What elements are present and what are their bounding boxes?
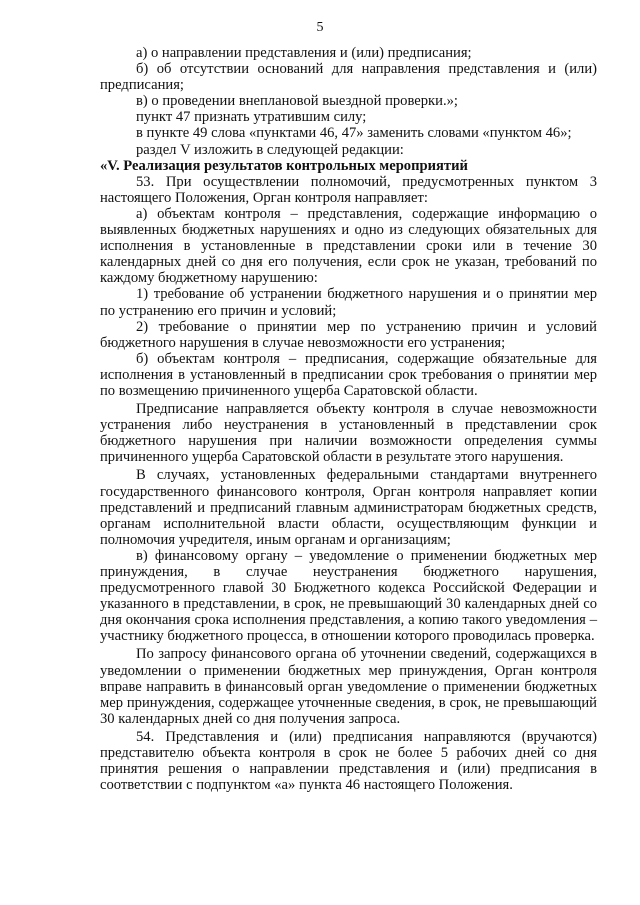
paragraph: 54. Представления и (или) предписания направляются (вручаются) представителю объекта контроля в срок не более 5 рабочих дней со дня принятия решения о направлении представления и (или) предписания в соответствии с подпунктом «а» пункта 46 настоящего Положения. (100, 728, 597, 794)
paragraph: а) объектам контроля – представления, содержащие информацию о выявленных бюджетных нарушениях и одно из следующих обязательных для исполнения в установленные в представлении сроки или в течение 30 календарных дней со дня его получения, если срок не указан, требований по каждому бюджетному нарушению: (100, 205, 597, 287)
document-body (100, 45, 597, 793)
paragraph: а) о направлении представления и (или) предписания; (136, 45, 472, 61)
paragraph: В случаях, установленных федеральными стандартами внутреннего государственного финансового контроля, Орган контроля направляет копии представлений и предписаний главным администраторам бюджетных средств, органам исполнительной власти области, осуществляющим функции и полномочия учредителя, иным органам и организациям; (100, 467, 597, 548)
paragraph: 2) требование о принятии мер по устранению причин и условий бюджетного нарушения в случае невозможности его устранения; (100, 318, 597, 351)
paragraph: 1) требование об устранении бюджетного нарушения и о принятии мер по устранению его причин и условий; (100, 286, 597, 319)
paragraph: в) о проведении внеплановой выездной проверки.»; (136, 93, 458, 110)
paragraph: Предписание направляется объекту контроля в случае невозможности устранения либо неустранения в установленный в представлении срок бюджетного нарушения при наличии возможности определения суммы причиненного ущерба Саратовской области в результате этого нарушения. (100, 401, 597, 466)
paragraph: По запросу финансового органа об уточнении сведений, содержащихся в уведомлении о применении бюджетных мер принуждения, Орган контроля вправе направить в финансовый орган уведомление о применении бюджетных мер принуждения, содержащее уточненные сведения, в срок, не превышающий 30 календарных дней со дня получения запроса. (100, 646, 597, 727)
paragraph: б) объектам контроля – предписания, содержащие обязательные для исполнения в установленный в предписании срок требования о принятии мер по возмещению причиненного ущерба Саратовской области. (100, 350, 597, 399)
paragraph: б) об отсутствии оснований для направления представления и (или) предписания; (100, 61, 597, 94)
paragraph: в пункте 49 слова «пунктами 46, 47» заменить словами «пунктом 46»; (136, 125, 572, 142)
section-heading: «V. Реализация результатов контрольных мероприятий (100, 157, 468, 174)
paragraph: раздел V изложить в следующей редакции: (136, 141, 404, 158)
page-number: 5 (316, 20, 324, 35)
paragraph: пункт 47 признать утратившим силу; (136, 109, 367, 126)
paragraph: 53. При осуществлении полномочий, предусмотренных пунктом 3 настоящего Положения, Орган контроля направляет: (100, 173, 597, 206)
paragraph: в) финансовому органу – уведомление о применении бюджетных мер принуждения, в случае неустранения бюджетного нарушения, предусмотренного главой 30 Бюджетного кодекса Российской Федерации и указанного в представлении, в срок, не превышающий 30 календарных дней со дня окончания срока исполнения представления, а копию такого уведомления – участнику бюджетного процесса, в отношении которого проводилась проверка. (100, 547, 597, 645)
